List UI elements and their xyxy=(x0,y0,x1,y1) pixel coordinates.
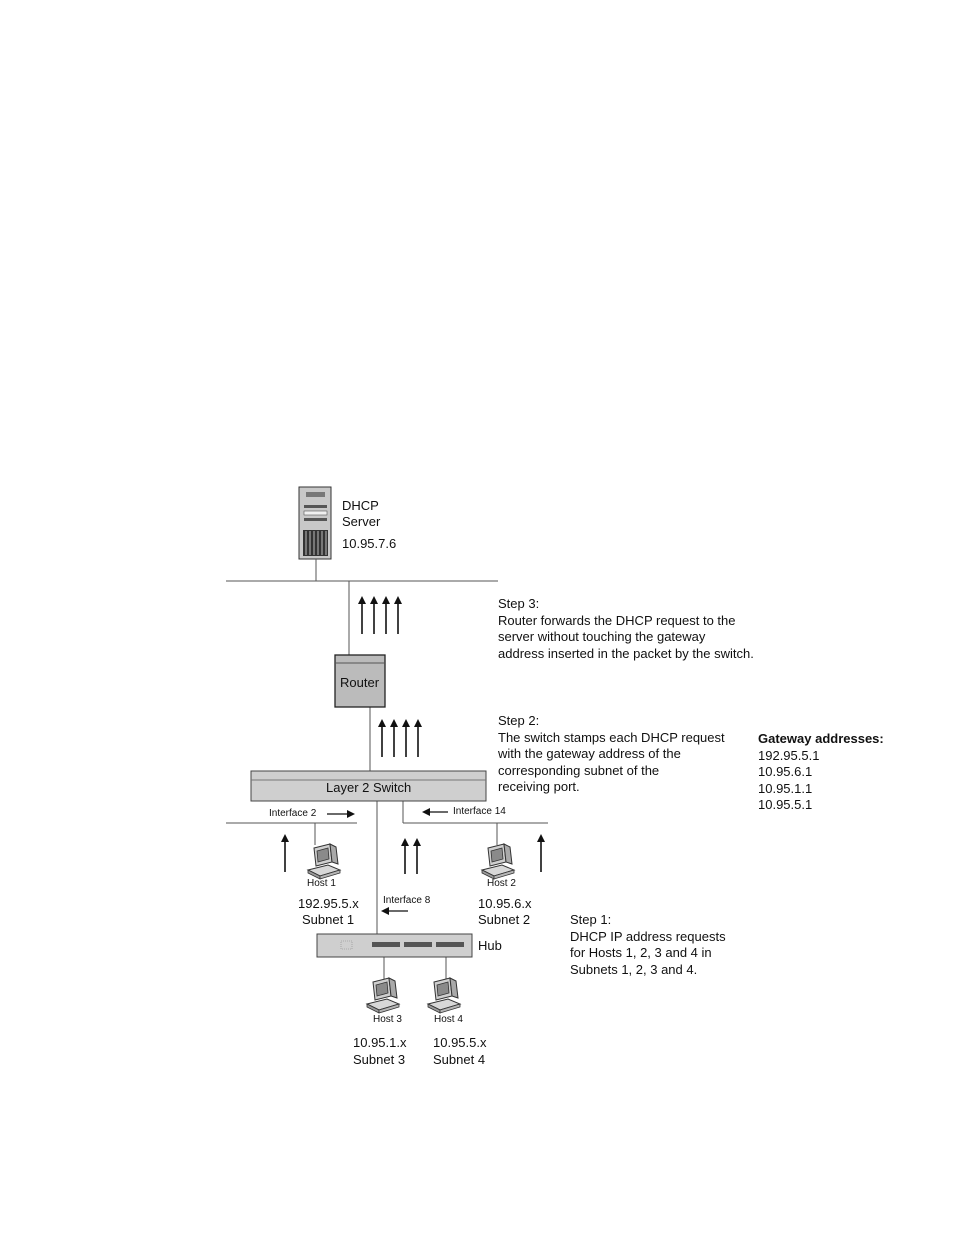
host3-ip: 10.95.1.x xyxy=(353,1035,407,1050)
host2-name: Host 2 xyxy=(487,878,516,889)
router-label: Router xyxy=(340,675,380,690)
step1-title: Step 1: xyxy=(570,912,612,927)
host4-name: Host 4 xyxy=(434,1014,463,1025)
hub-label: Hub xyxy=(478,938,502,953)
server-label-line2: Server xyxy=(342,514,381,529)
step1-line: DHCP IP address requests xyxy=(570,928,726,944)
host3-computer-icon xyxy=(367,978,399,1013)
step2-line: The switch stamps each DHCP request xyxy=(498,729,725,745)
hub-icon xyxy=(317,934,472,957)
host3-subnet: Subnet 3 xyxy=(353,1052,406,1067)
host1-computer-icon xyxy=(308,844,340,879)
step3-title: Step 3: xyxy=(498,596,540,611)
interface-14-label: Interface 14 xyxy=(453,806,506,817)
step1-text xyxy=(570,912,726,978)
step2-line: receiving port. xyxy=(498,779,580,794)
step3-line: Router forwards the DHCP request to the xyxy=(498,612,736,628)
step1-line: for Hosts 1, 2, 3 and 4 in xyxy=(570,945,712,960)
gateway-address: 10.95.6.1 xyxy=(758,764,813,779)
host3-name: Host 3 xyxy=(373,1014,402,1025)
switch-label: Layer 2 Switch xyxy=(326,780,412,795)
host2-subnet: Subnet 2 xyxy=(478,912,531,927)
step3-arrows xyxy=(362,600,398,634)
host1-name: Host 1 xyxy=(307,878,336,889)
step2-text xyxy=(498,713,725,796)
host4-ip: 10.95.5.x xyxy=(433,1035,487,1050)
server-label-line1: DHCP xyxy=(342,498,379,513)
server-ip: 10.95.7.6 xyxy=(342,536,397,551)
host1-ip: 192.95.5.x xyxy=(298,896,359,911)
gateway-address: 192.95.5.1 xyxy=(758,747,820,763)
host1-subnet: Subnet 1 xyxy=(302,912,355,927)
step2-line: with the gateway address of the xyxy=(498,746,681,761)
step2-line: corresponding subnet of the xyxy=(498,762,660,778)
interface-2-label: Interface 2 xyxy=(269,808,317,819)
host2-ip: 10.95.6.x xyxy=(478,896,532,911)
gateway-address: 10.95.5.1 xyxy=(758,797,813,812)
dhcp-server-icon xyxy=(299,487,331,559)
step1-line: Subnets 1, 2, 3 and 4. xyxy=(570,961,698,977)
host4-subnet: Subnet 4 xyxy=(433,1052,486,1067)
step2-arrows xyxy=(382,723,418,757)
gateway-address: 10.95.1.1 xyxy=(758,780,813,796)
step3-line: address inserted in the packet by the switch. xyxy=(498,645,754,661)
step3-line: server without touching the gateway xyxy=(498,629,706,644)
step2-title: Step 2: xyxy=(498,713,540,728)
interface-8-label: Interface 8 xyxy=(383,895,431,906)
gateway-addresses xyxy=(758,731,884,814)
host2-computer-icon xyxy=(482,844,514,879)
gateway-title: Gateway addresses: xyxy=(758,731,884,746)
host4-computer-icon xyxy=(428,978,460,1013)
step3-text xyxy=(498,596,754,662)
